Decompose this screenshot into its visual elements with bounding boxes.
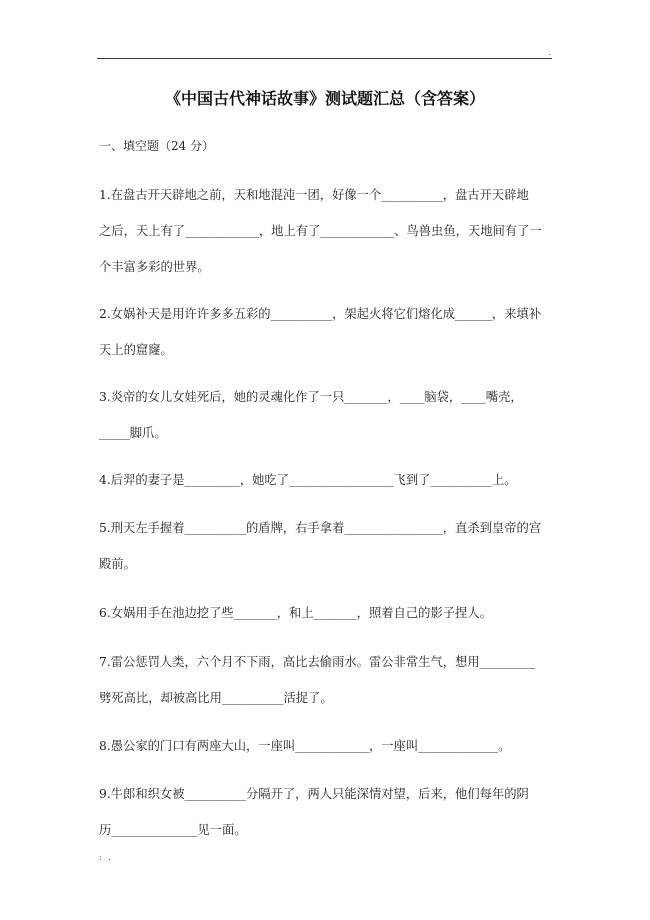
question-9-line-1: 9.牛郎和织女被__________分隔开了，两人只能深情对望，后来，他们每年的阴 bbox=[99, 787, 529, 801]
question-7 bbox=[99, 653, 569, 725]
question-8 bbox=[99, 737, 569, 773]
footer-mark: : . bbox=[99, 853, 113, 862]
question-1-line-2: 之后，天上有了____________，地上有了____________、鸟兽虫鱼，天地间有了一 bbox=[99, 224, 542, 238]
question-3 bbox=[99, 388, 569, 460]
question-3-line-2: _____脚爪。 bbox=[99, 426, 167, 440]
question-8-line-1: 8.愚公家的门口有两座大山，一座叫____________，一座叫_____________。 bbox=[99, 739, 511, 753]
question-4 bbox=[99, 471, 569, 507]
question-2 bbox=[99, 305, 569, 377]
question-5 bbox=[99, 519, 569, 591]
question-2-line-1: 2.女娲补天是用许许多多五彩的__________，架起火将它们熔化成______，来填补 bbox=[99, 307, 542, 321]
question-5-line-2: 殿前。 bbox=[99, 557, 136, 571]
section-heading-fill-in-blank: 一、填空题（24 分） bbox=[99, 139, 215, 153]
question-3-line-1: 3.炎帝的女儿女娃死后，她的灵魂化作了一只_______，____脑袋，____嘴壳， bbox=[99, 390, 523, 404]
question-4-line-1: 4.后羿的妻子是_________，她吃了_________________飞到了__________上。 bbox=[99, 473, 517, 487]
header-rule bbox=[97, 58, 552, 59]
document-title: 《中国古代神话故事》测试题汇总（含答案） bbox=[164, 89, 485, 108]
question-1-line-1: 1.在盘古开天辟地之前，天和地混沌一团，好像一个__________，盘古开天辟地 bbox=[99, 188, 529, 202]
question-1-line-3: 个丰富多彩的世界。 bbox=[99, 260, 210, 274]
question-6 bbox=[99, 604, 569, 640]
question-2-line-2: 天上的窟窿。 bbox=[99, 343, 173, 357]
question-7-line-2: 劈死高比，却被高比用__________活捉了。 bbox=[99, 691, 333, 705]
question-5-line-1: 5.刑天左手握着__________的盾牌，右手拿着________________，直杀到皇帝的宫 bbox=[99, 521, 542, 535]
header-corner-mark: . bbox=[548, 48, 551, 57]
question-1 bbox=[99, 186, 569, 294]
question-6-line-1: 6.女娲用手在池边挖了些_______，和上_______，照着自己的影子捏人。 bbox=[99, 606, 492, 620]
question-7-line-1: 7.雷公惩罚人类，六个月不下雨，高比去偷雨水。雷公非常生气，想用_________ bbox=[99, 655, 535, 669]
question-9-line-2: 历______________见一面。 bbox=[99, 823, 247, 837]
question-9 bbox=[99, 785, 569, 857]
